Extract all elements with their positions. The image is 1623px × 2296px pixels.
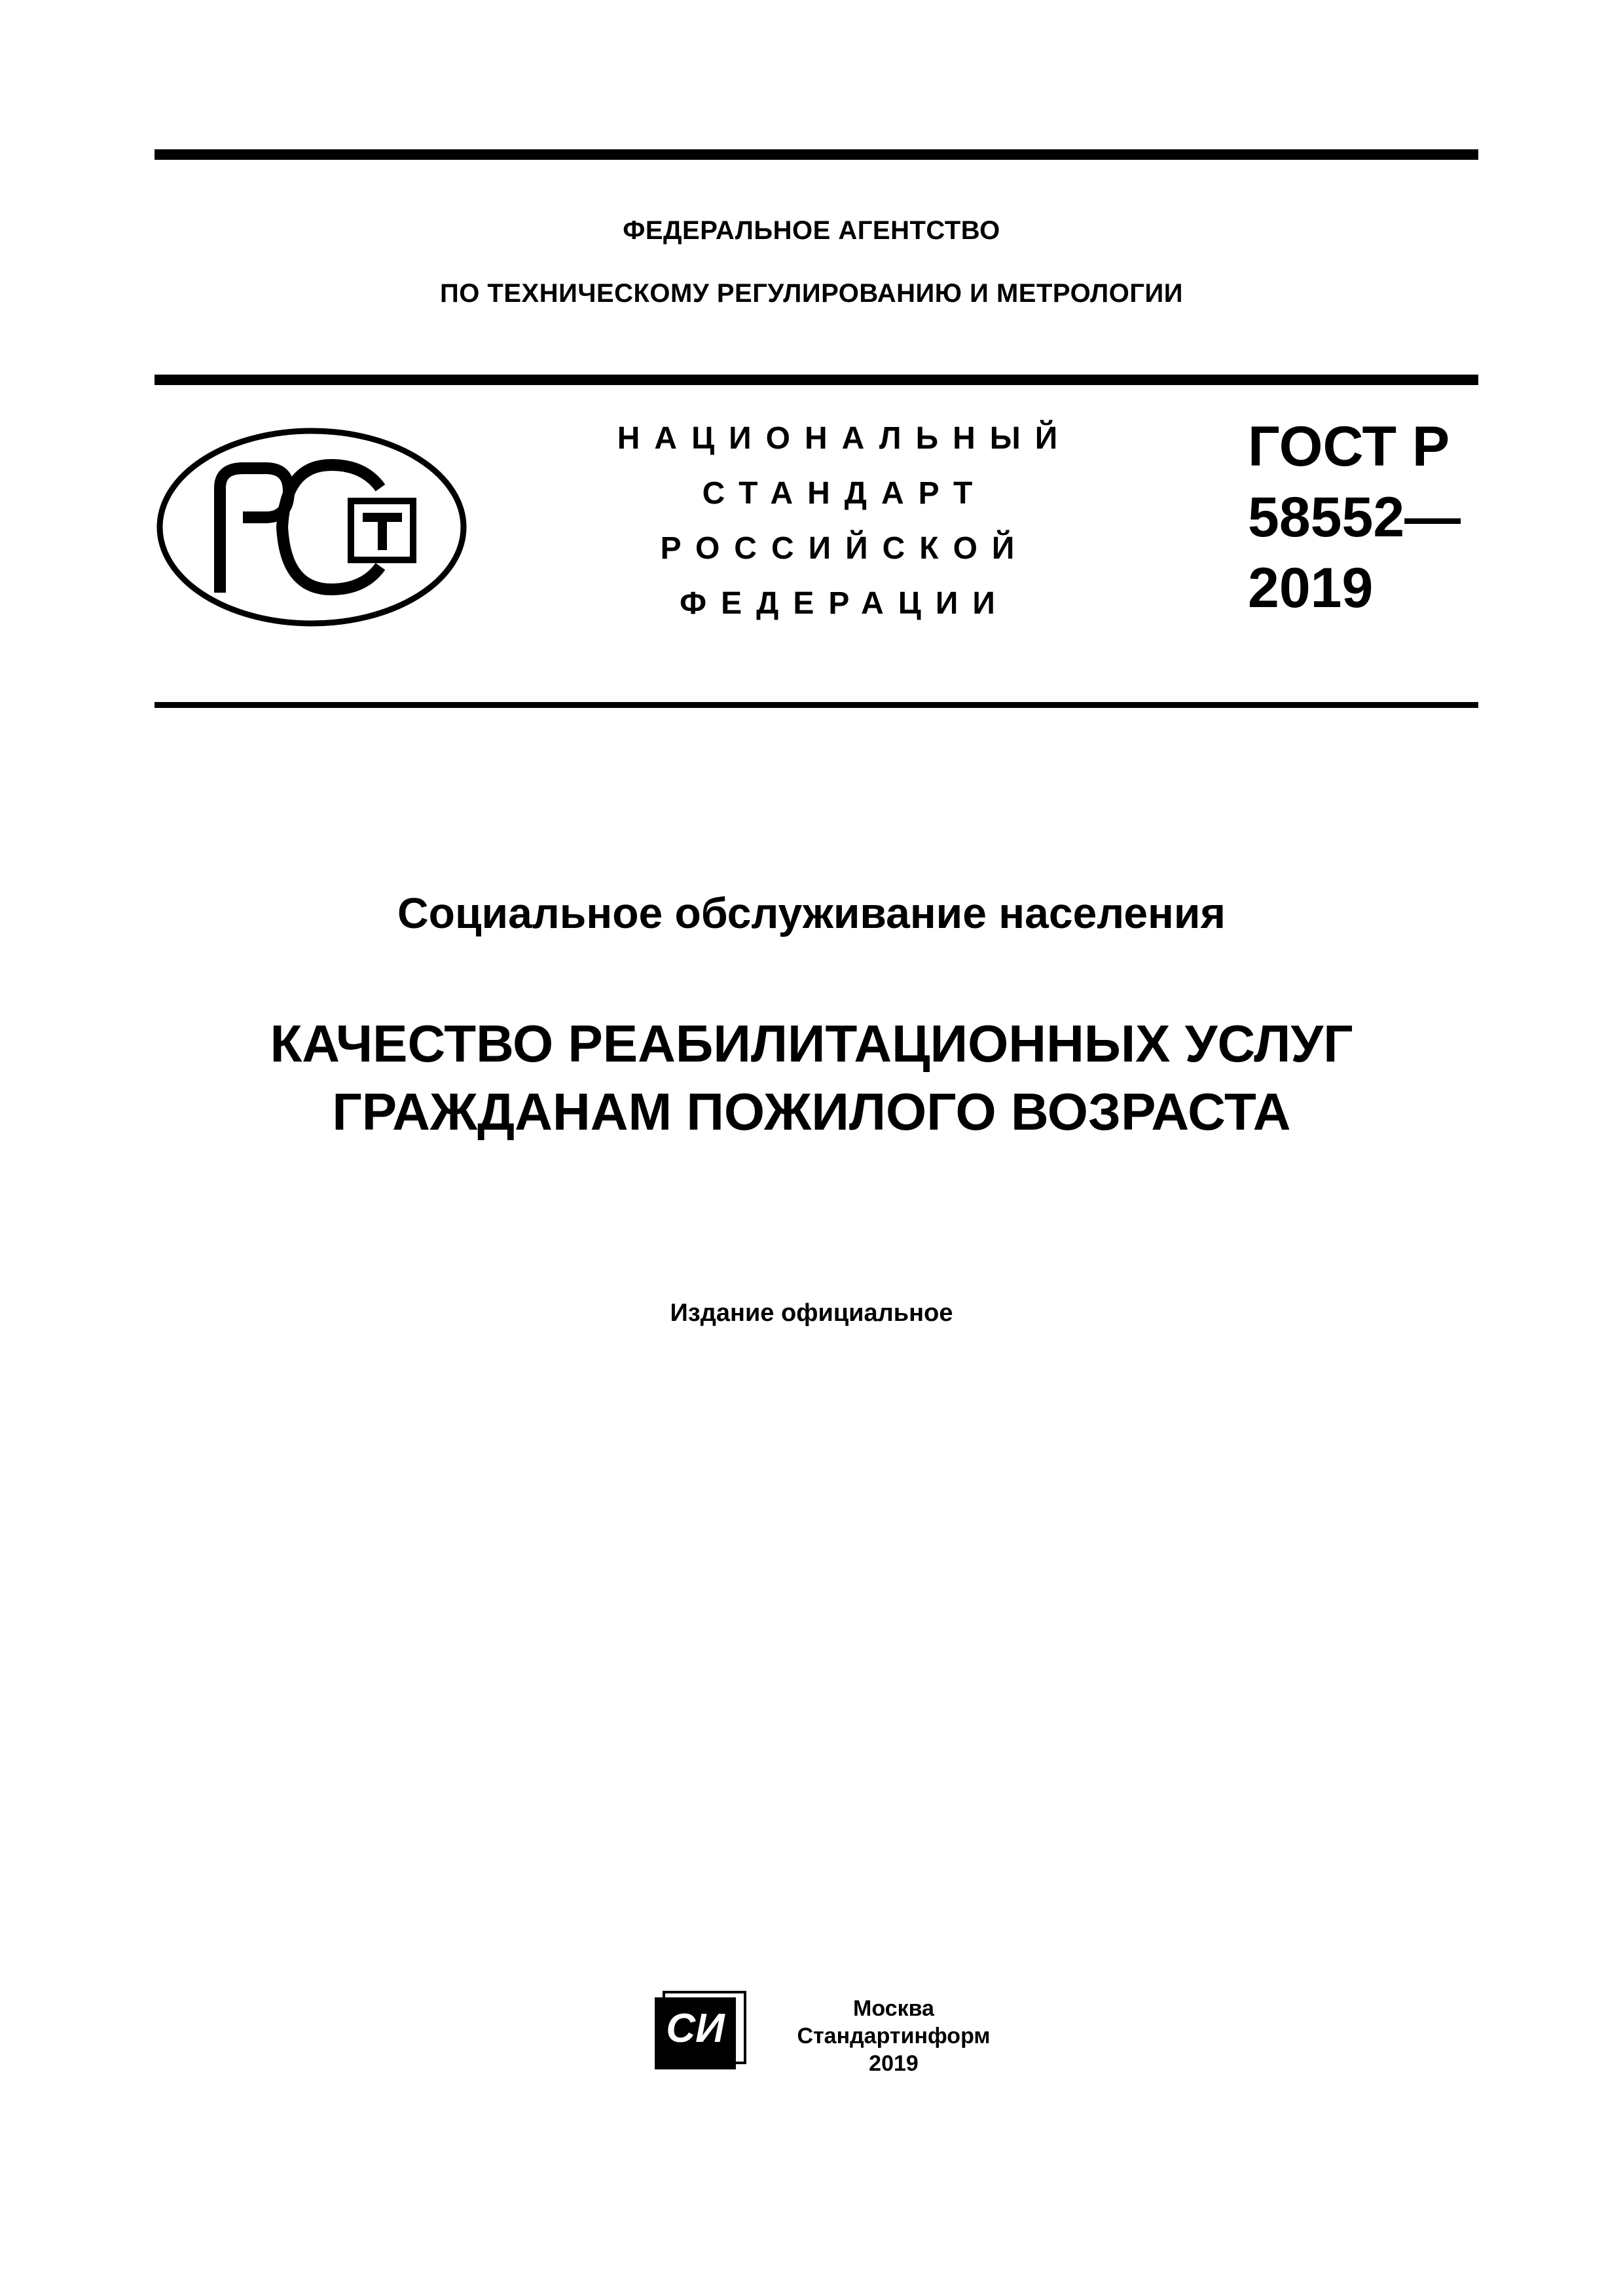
standard-divider-rule: [155, 702, 1478, 708]
agency-line-1: ФЕДЕРАЛЬНОЕ АГЕНТСТВО: [623, 216, 1000, 245]
national-line-3: РОССИЙСКОЙ: [660, 531, 1029, 566]
national-line-1: НАЦИОНАЛЬНЫЙ: [617, 421, 1072, 456]
document-title-line-2: ГРАЖДАНАМ ПОЖИЛОГО ВОЗРАСТА: [332, 1083, 1291, 1141]
publisher-city: Москва: [853, 1996, 934, 2021]
document-title-line-1: КАЧЕСТВО РЕАБИЛИТАЦИОННЫХ УСЛУГ: [270, 1014, 1353, 1073]
national-line-4: ФЕДЕРАЦИИ: [680, 586, 1010, 621]
national-line-2: СТАНДАРТ: [702, 476, 987, 511]
standartinform-logo-text: СИ: [666, 2006, 725, 2051]
publisher-name: Стандартинформ: [797, 2024, 991, 2048]
edition-label: Издание официальное: [670, 1299, 953, 1327]
standard-code: [1248, 411, 1461, 623]
top-rule: [155, 149, 1478, 160]
header-divider-rule: [155, 375, 1478, 385]
national-standard-label: [589, 411, 1100, 631]
standard-code-line-2: 58552—: [1248, 486, 1461, 549]
standard-code-line-1: ГОСТ Р: [1248, 415, 1450, 478]
publisher-year: 2019: [869, 2051, 919, 2076]
publisher-block: [773, 1995, 1015, 2077]
agency-line-2: ПО ТЕХНИЧЕСКОМУ РЕГУЛИРОВАНИЮ И МЕТРОЛОГИИ: [439, 279, 1184, 308]
rst-logo-icon: [155, 426, 469, 629]
document-subtitle: Социальное обслуживание населения: [397, 889, 1226, 937]
standard-code-line-3: 2019: [1248, 557, 1374, 620]
standartinform-logo-icon: [655, 1991, 746, 2069]
